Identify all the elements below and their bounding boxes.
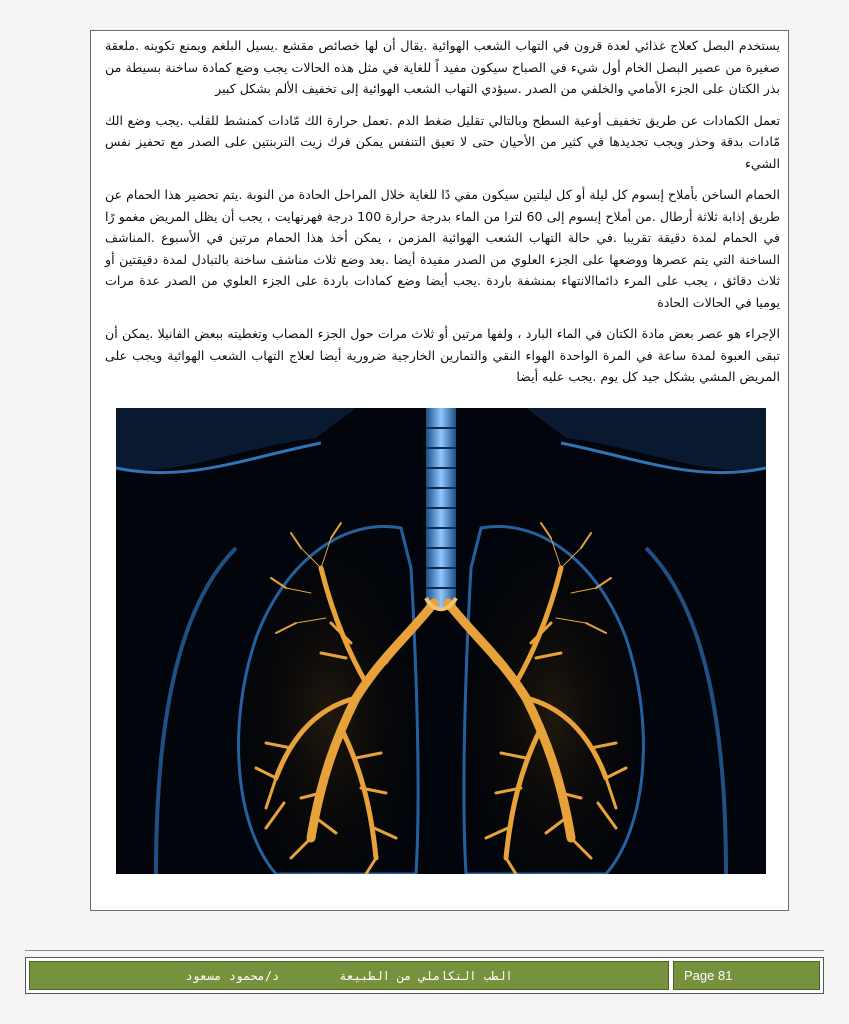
lungs-illustration xyxy=(116,408,766,874)
page-frame xyxy=(90,30,789,911)
paragraph: الإجراء هو عصر بعض مادة الكتان في الماء البارد ، ولفها مرتين أو ثلاث مرات حول الجزء المصاب وتغطيته ببعض الفانيلا .يمكن أن تبقى العبوة لمدة ساعة في المرة الواحدة الهواء النقي والتمارين الخارجية ضرورية أيضا لعلاج التهاب الشعب الهوائية ويجب على المريض المشي بشكل جيد كل يوم .يجب عليه أيضا xyxy=(105,326,780,384)
paragraph: يستخدم البصل كعلاج غذائي لعدة قرون في التهاب الشعب الهوائية .يقال أن لها خصائص مقشع .يسيل البلغم ويمنع تكوينه .ملعقة صغيرة من عصير البصل الخام أول شيء في الصباح سيكون مفيد اً للغاية في مثل هذه الحالات يجب وضع كمادة ساخنة بسيطة من بذر الكتان على الجزء الأمامي والخلفي من الصدر .سيؤدي التهاب الشعب الهوائية إلى تخفيف الألم بشكل كبير xyxy=(105,38,780,96)
book-title: الطب التكاملي من الطبيعة xyxy=(339,968,513,983)
page-number: Page 81 xyxy=(673,961,820,990)
paragraph: الحمام الساخن بأملاح إبسوم كل ليلة أو كل ليلتين سيكون مفي دًا للغاية خلال المراحل الحادة من النوبة .يتم تحضير هذا الحمام عن طريق إذابة ثلاثة أرطال .من أملاح إبسوم إلى 60 لترا من الماء بدرجة حرارة 100 درجة فهرنهايت ، يجب أن يظل المريض مغمو رًا في الحمام لمدة دقيقة تقريبا .في حالة التهاب الشعب الهوائية المزمن ، يمكن أخذ هذا الحمام مرتين في الأسبوع .المناشف الساخنة التي يتم عصرها ووضعها على الجزء العلوي من الصدر مفيدة أيضا .بعد وضع ثلاث مناشف ساخنة بالتبادل لمدة دقيقتين أو ثلاث دقائق ، يجب على المرء دائماالانتهاء بمنشفة باردة .يجب أيضا وضع كمادات باردة على الجزء العلوي من الصدر عدة مرات يوميا في الحالات الحادة xyxy=(105,187,780,310)
paragraph: تعمل الكمادات عن طريق تخفيف أوعية السطح وبالتالي تقليل ضغط الدم .تعمل حرارة الك مّادات كمنشط للقلب .يجب وضع الك مّادات بدقة وحذر ويجب تجديدها في كثير من الأحيان حتى لا تعيق التنفس يمكن فرك زيت التربنتين على الصدر مع تحفيز نفس الشيء xyxy=(105,112,780,171)
footer-divider xyxy=(25,950,824,951)
footer-title-bar xyxy=(29,961,669,990)
author-name: د/محمود مسعود xyxy=(185,968,280,983)
lungs-bronchial-tree-icon xyxy=(116,408,766,874)
page-footer xyxy=(25,957,824,994)
body-text xyxy=(105,35,780,398)
